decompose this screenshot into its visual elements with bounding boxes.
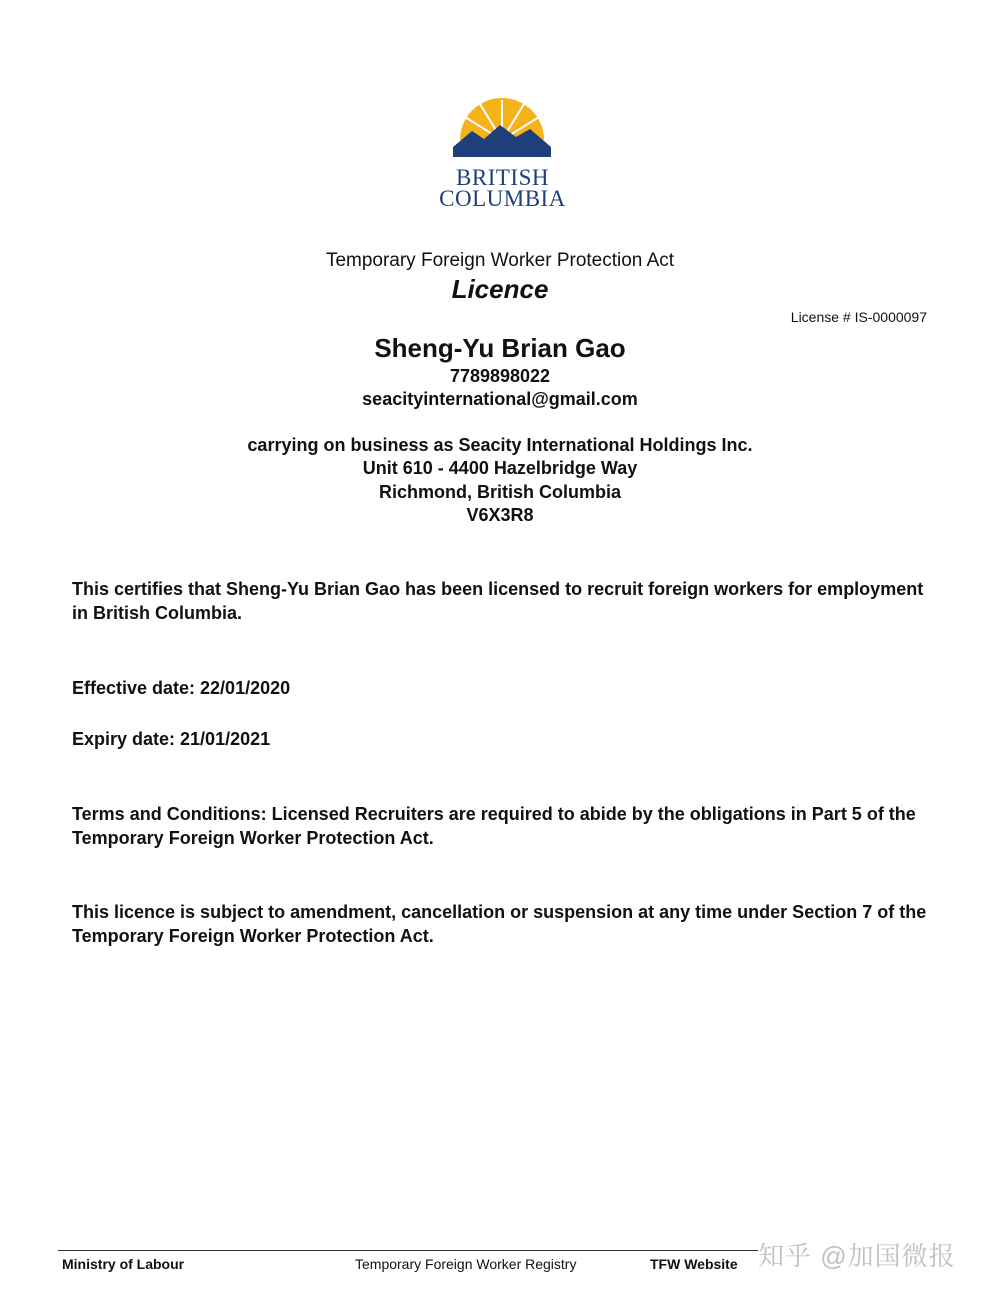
logo-text-columbia: COLUMBIA	[439, 186, 566, 211]
document-title: Licence	[451, 274, 549, 304]
terms-and-conditions: Terms and Conditions: Licensed Recruiters are required to abide by the obligations in Part 5 of the Temporary Foreign Worker Protection Act.	[72, 804, 916, 848]
effective-date: Effective date: 22/01/2020	[72, 678, 291, 698]
footer-ministry: Ministry of Labour	[62, 1256, 185, 1272]
logo-text-british: BRITISH	[456, 165, 549, 190]
postal-code: V6X3R8	[466, 505, 534, 525]
address-line-1: Unit 610 - 4400 Hazelbridge Way	[362, 458, 638, 478]
watermark: 知乎 @加国微报	[758, 1241, 956, 1271]
holder-email: seacityinternational@gmail.com	[362, 389, 638, 409]
amendment-notice: This licence is subject to amendment, cancellation or suspension at any time under Section 7 of the Temporary Foreign Worker Protection Act.	[72, 902, 927, 946]
certification-statement: This certifies that Sheng-Yu Brian Gao has been licensed to recruit foreign workers for employment in British Columbia.	[72, 579, 924, 623]
license-number: License # IS-0000097	[790, 309, 927, 325]
footer-divider	[58, 1250, 758, 1251]
holder-phone: 7789898022	[449, 366, 551, 386]
act-title: Temporary Foreign Worker Protection Act	[325, 250, 675, 271]
address-line-2: Richmond, British Columbia	[378, 482, 621, 502]
expiry-date: Expiry date: 21/01/2021	[72, 729, 271, 749]
footer-registry-link[interactable]: Temporary Foreign Worker Registry	[355, 1256, 577, 1272]
footer-tfw-website-link[interactable]: TFW Website	[650, 1256, 738, 1272]
holder-name: Sheng-Yu Brian Gao	[374, 333, 626, 363]
business-name: carrying on business as Seacity International Holdings Inc.	[247, 435, 753, 455]
